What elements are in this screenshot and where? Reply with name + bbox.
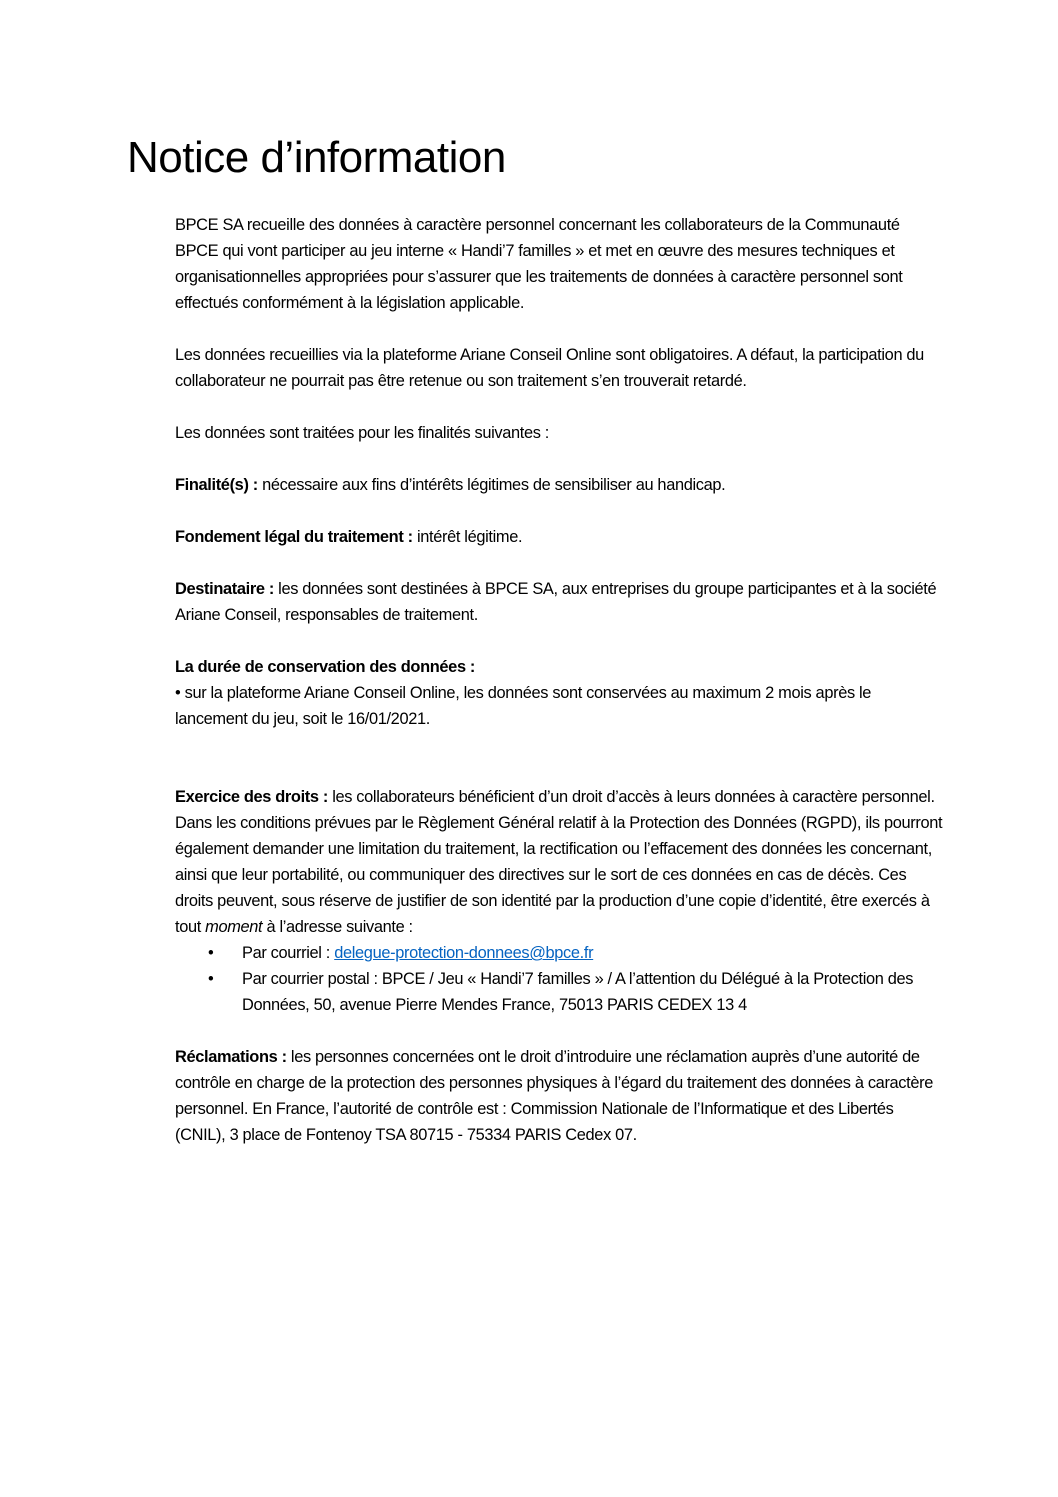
intro-paragraph: BPCE SA recueille des données à caractère personnel concernant les collaborateurs de la Communauté BPCE qui vont participer au jeu interne « Handi’7 familles » et met en œuvre des mesures techniques et organisationnelles appropriées pour s’assurer que les traitements de données à caractère personnel sont effectués conformément à la législation applicable. [175, 216, 903, 312]
contact-postal-text: Par courrier postal : BPCE / Jeu « Handi’7 familles » / A l’attention du Délégué à la Protection des Données, 50, avenue Pierre Mendes France, 75013 PARIS CEDEX 13 4 [242, 970, 914, 1014]
droits-text: les collaborateurs bénéficient d’un droit d’accès à leurs données à caractère personnel. Dans les conditions prévues par le Règlement Général relatif à la Protection des Données (RGPD), ils pourront également demander une limitation du traitement, la rectification ou l’effacement des données les concernant, ainsi que leur portabilité, ou communiquer des directives sur le sort de ces données en cas de décès. Ces droits peuvent, sous réserve de justifier de son identité par la production d’une copie d’identité, être exercés à tout [175, 788, 943, 936]
droits-text-end: à l’adresse suivante : [262, 918, 413, 936]
destinataire-label: Destinataire : [175, 580, 274, 598]
bullet-icon: • [208, 970, 214, 988]
contact-email-item [175, 940, 945, 966]
bullet-icon: • [208, 944, 214, 962]
finalite-text: nécessaire aux fins d’intérêts légitimes de sensibiliser au handicap. [257, 476, 726, 494]
spacer [175, 550, 945, 576]
contact-email-label: Par courriel : [242, 944, 335, 962]
purposes-intro: Les données sont traitées pour les finalités suivantes : [175, 424, 550, 442]
droits-italic: moment [205, 918, 263, 936]
spacer [175, 394, 945, 420]
spacer [175, 446, 945, 472]
fondement-label: Fondement légal du traitement : [175, 528, 413, 546]
finalite-section [175, 472, 945, 498]
contact-list [175, 940, 945, 1018]
conservation-label: La durée de conservation des données : [175, 658, 476, 676]
fondement-text: intérêt légitime. [412, 528, 523, 546]
spacer [175, 316, 945, 342]
spacer [175, 628, 945, 654]
email-link[interactable]: delegue-protection-donnees@bpce.fr [334, 944, 594, 962]
reclamations-label: Réclamations : [175, 1048, 287, 1066]
document-body [175, 212, 945, 1148]
droits-label: Exercice des droits : [175, 788, 328, 806]
contact-postal-item [175, 966, 945, 1018]
page-title: Notice d’information [127, 133, 506, 182]
spacer [175, 1018, 945, 1044]
spacer [175, 498, 945, 524]
bullet-icon: • [175, 684, 181, 702]
reclamations-text: les personnes concernées ont le droit d’introduire une réclamation auprès d’une autorité de contrôle en charge de la protection des personnes physiques à l’égard du traitement des données à caractère personnel. En France, l’autorité de contrôle est : Commission Nationale de l’Informatique et des Libertés (CNIL), 3 place de Fontenoy TSA 80715 - 75334 PARIS Cedex 07. [175, 1048, 934, 1144]
conservation-text: sur la plateforme Ariane Conseil Online, les données sont conservées au maximum 2 mois après le lancement du jeu, soit le 16/01/2021. [175, 684, 872, 728]
destinataire-text: les données sont destinées à BPCE SA, aux entreprises du groupe participantes et à la société Ariane Conseil, responsables de traitement. [175, 580, 937, 624]
spacer [175, 732, 945, 784]
conservation-heading [175, 654, 945, 680]
reclamations-section [175, 1044, 945, 1148]
droits-section [175, 784, 945, 940]
mandatory-paragraph: Les données recueillies via la plateforme Ariane Conseil Online sont obligatoires. A défaut, la participation du collaborateur ne pourrait pas être retenue ou son traitement s’en trouverait retardé. [175, 346, 924, 390]
conservation-item [175, 680, 945, 732]
fondement-section [175, 524, 945, 550]
finalite-label: Finalité(s) : [175, 476, 258, 494]
destinataire-section [175, 576, 945, 628]
